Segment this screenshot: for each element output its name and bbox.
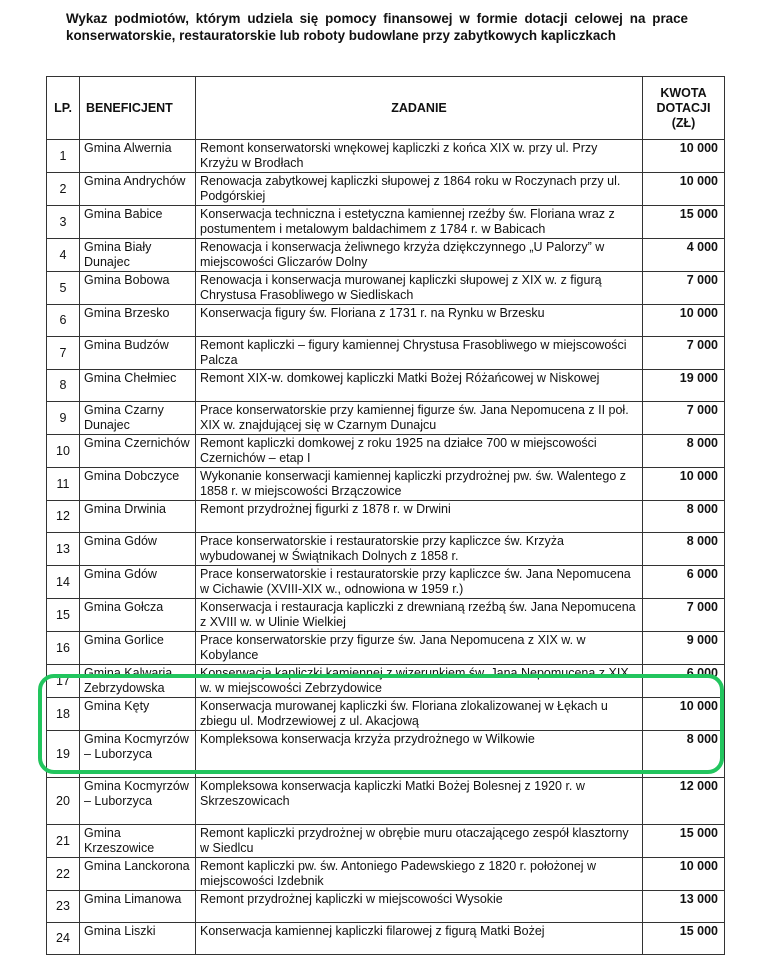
header-lp: LP. bbox=[47, 77, 80, 140]
row-beneficjent: Gmina Liszki bbox=[80, 923, 196, 955]
row-kwota: 10 000 bbox=[643, 173, 725, 206]
row-lp: 5 bbox=[47, 272, 80, 305]
row-lp: 23 bbox=[47, 891, 80, 923]
table-row bbox=[47, 140, 725, 173]
row-lp: 10 bbox=[47, 435, 80, 468]
row-beneficjent: Gmina Drwinia bbox=[80, 501, 196, 533]
row-lp: 19 bbox=[47, 731, 80, 778]
row-lp: 20 bbox=[47, 778, 80, 825]
table-row bbox=[47, 206, 725, 239]
subsidy-table bbox=[46, 76, 725, 955]
row-zadanie: Remont kapliczki przydrożnej w obrębie muru otaczającego zespół klasztorny w Siedlcu bbox=[196, 825, 643, 858]
table-row bbox=[47, 337, 725, 370]
row-kwota: 6 000 bbox=[643, 665, 725, 698]
row-zadanie: Remont kapliczki pw. św. Antoniego Padewskiego z 1820 r. położonej w miejscowości Izdebnik bbox=[196, 858, 643, 891]
row-beneficjent: Gmina Czernichów bbox=[80, 435, 196, 468]
row-zadanie: Remont XIX-w. domkowej kapliczki Matki Bożej Różańcowej w Niskowej bbox=[196, 370, 643, 402]
row-lp: 9 bbox=[47, 402, 80, 435]
row-beneficjent: Gmina Chełmiec bbox=[80, 370, 196, 402]
document-title: Wykaz podmiotów, którym udziela się pomocy finansowej w formie dotacji celowej na prace konserwatorskie, restauratorskie lub roboty budowlane przy zabytkowych kapliczkach bbox=[66, 11, 688, 43]
row-zadanie: Prace konserwatorskie i restauratorskie przy kapliczce św. Jana Nepomucena w Cichawie (XVIII-XIX w., odnowiona w 1959 r.) bbox=[196, 566, 643, 599]
row-beneficjent: Gmina Krzeszowice bbox=[80, 825, 196, 858]
row-beneficjent: Gmina Budzów bbox=[80, 337, 196, 370]
row-kwota: 10 000 bbox=[643, 468, 725, 501]
row-kwota: 15 000 bbox=[643, 923, 725, 955]
row-kwota: 4 000 bbox=[643, 239, 725, 272]
row-beneficjent: Gmina Limanowa bbox=[80, 891, 196, 923]
table-row bbox=[47, 272, 725, 305]
row-kwota: 12 000 bbox=[643, 778, 725, 825]
row-zadanie: Konserwacja kapliczki kamiennej z wizerunkiem św. Jana Nepomucena z XIX w. w miejscowości Zebrzydowice bbox=[196, 665, 643, 698]
row-beneficjent: Gmina Bobowa bbox=[80, 272, 196, 305]
row-zadanie: Remont kapliczki domkowej z roku 1925 na działce 700 w miejscowości Czernichów – etap I bbox=[196, 435, 643, 468]
row-zadanie: Konserwacja figury św. Floriana z 1731 r. na Rynku w Brzesku bbox=[196, 305, 643, 337]
row-kwota: 10 000 bbox=[643, 305, 725, 337]
row-kwota: 10 000 bbox=[643, 698, 725, 731]
row-kwota: 15 000 bbox=[643, 825, 725, 858]
row-kwota: 19 000 bbox=[643, 370, 725, 402]
row-kwota: 8 000 bbox=[643, 731, 725, 778]
row-kwota: 8 000 bbox=[643, 533, 725, 566]
row-beneficjent: Gmina Gołcza bbox=[80, 599, 196, 632]
row-kwota: 9 000 bbox=[643, 632, 725, 665]
row-zadanie: Prace konserwatorskie przy kamiennej figurze św. Jana Nepomucena z II poł. XIX w. znajdującej się w Czarnym Dunajcu bbox=[196, 402, 643, 435]
row-zadanie: Renowacja i konserwacja żeliwnego krzyża dziękczynnego „U Palorzy” w miejscowości Gliczarów Dolny bbox=[196, 239, 643, 272]
row-zadanie: Prace konserwatorskie przy figurze św. Jana Nepomucena z XIX w. w Kobylance bbox=[196, 632, 643, 665]
row-kwota: 6 000 bbox=[643, 566, 725, 599]
row-kwota: 13 000 bbox=[643, 891, 725, 923]
row-zadanie: Prace konserwatorskie i restauratorskie przy kapliczce św. Krzyża wybudowanej w Świątnikach Dolnych z 1858 r. bbox=[196, 533, 643, 566]
row-kwota: 7 000 bbox=[643, 402, 725, 435]
row-lp: 17 bbox=[47, 665, 80, 698]
header-zadanie: ZADANIE bbox=[196, 77, 643, 140]
row-zadanie: Remont przydrożnej kapliczki w miejscowości Wysokie bbox=[196, 891, 643, 923]
table-row bbox=[47, 239, 725, 272]
table-row bbox=[47, 533, 725, 566]
row-kwota: 7 000 bbox=[643, 599, 725, 632]
row-lp: 11 bbox=[47, 468, 80, 501]
row-lp: 21 bbox=[47, 825, 80, 858]
table-row bbox=[47, 468, 725, 501]
table-row bbox=[47, 370, 725, 402]
row-beneficjent: Gmina Kocmyrzów – Luborzyca bbox=[80, 778, 196, 825]
row-lp: 7 bbox=[47, 337, 80, 370]
row-lp: 15 bbox=[47, 599, 80, 632]
row-lp: 8 bbox=[47, 370, 80, 402]
row-beneficjent: Gmina Czarny Dunajec bbox=[80, 402, 196, 435]
table-row bbox=[47, 825, 725, 858]
row-kwota: 15 000 bbox=[643, 206, 725, 239]
row-beneficjent: Gmina Biały Dunajec bbox=[80, 239, 196, 272]
row-kwota: 8 000 bbox=[643, 435, 725, 468]
header-beneficjent: BENEFICJENT bbox=[80, 77, 196, 140]
row-beneficjent: Gmina Brzesko bbox=[80, 305, 196, 337]
row-lp: 18 bbox=[47, 698, 80, 731]
table-header-row bbox=[47, 77, 725, 140]
row-kwota: 8 000 bbox=[643, 501, 725, 533]
table-row bbox=[47, 778, 725, 825]
row-zadanie: Remont kapliczki – figury kamiennej Chrystusa Frasobliwego w miejscowości Palcza bbox=[196, 337, 643, 370]
row-zadanie: Renowacja i konserwacja murowanej kapliczki słupowej z XIX w. z figurą Chrystusa Frasobliwego w Siedliskach bbox=[196, 272, 643, 305]
table-row bbox=[47, 891, 725, 923]
row-lp: 1 bbox=[47, 140, 80, 173]
table-row bbox=[47, 173, 725, 206]
row-beneficjent: Gmina Lanckorona bbox=[80, 858, 196, 891]
row-lp: 16 bbox=[47, 632, 80, 665]
row-zadanie: Renowacja zabytkowej kapliczki słupowej z 1864 roku w Roczynach przy ul. Podgórskiej bbox=[196, 173, 643, 206]
row-lp: 12 bbox=[47, 501, 80, 533]
row-zadanie: Konserwacja i restauracja kapliczki z drewnianą rzeźbą św. Jana Nepomucena z XVIII w. w Ulinie Wielkiej bbox=[196, 599, 643, 632]
row-lp: 2 bbox=[47, 173, 80, 206]
row-beneficjent: Gmina Gorlice bbox=[80, 632, 196, 665]
row-lp: 6 bbox=[47, 305, 80, 337]
row-zadanie: Wykonanie konserwacji kamiennej kapliczki przydrożnej pw. św. Walentego z 1858 r. w miejscowości Brzączowice bbox=[196, 468, 643, 501]
row-zadanie: Kompleksowa konserwacja kapliczki Matki Bożej Bolesnej z 1920 r. w Skrzeszowicach bbox=[196, 778, 643, 825]
table-row bbox=[47, 501, 725, 533]
row-lp: 4 bbox=[47, 239, 80, 272]
row-beneficjent: Gmina Gdów bbox=[80, 533, 196, 566]
row-kwota: 7 000 bbox=[643, 337, 725, 370]
row-beneficjent: Gmina Dobczyce bbox=[80, 468, 196, 501]
row-lp: 13 bbox=[47, 533, 80, 566]
table-row bbox=[47, 435, 725, 468]
row-lp: 3 bbox=[47, 206, 80, 239]
table-row bbox=[47, 402, 725, 435]
table-row bbox=[47, 923, 725, 955]
row-beneficjent: Gmina Alwernia bbox=[80, 140, 196, 173]
table-row bbox=[47, 599, 725, 632]
row-zadanie: Konserwacja murowanej kapliczki św. Floriana zlokalizowanej w Łękach u zbiegu ul. Modrzewiowej z ul. Akacjową bbox=[196, 698, 643, 731]
row-beneficjent: Gmina Gdów bbox=[80, 566, 196, 599]
row-zadanie: Kompleksowa konserwacja krzyża przydrożnego w Wilkowie bbox=[196, 731, 643, 778]
row-beneficjent: Gmina Kalwaria Zebrzydowska bbox=[80, 665, 196, 698]
row-lp: 24 bbox=[47, 923, 80, 955]
row-kwota: 7 000 bbox=[643, 272, 725, 305]
row-kwota: 10 000 bbox=[643, 858, 725, 891]
row-zadanie: Remont przydrożnej figurki z 1878 r. w Drwini bbox=[196, 501, 643, 533]
table-row bbox=[47, 632, 725, 665]
row-zadanie: Konserwacja techniczna i estetyczna kamiennej rzeźby św. Floriana wraz z postumentem i metalowym baldachimem z 1784 r. w Babicach bbox=[196, 206, 643, 239]
row-beneficjent: Gmina Andrychów bbox=[80, 173, 196, 206]
row-zadanie: Remont konserwatorski wnękowej kapliczki z końca XIX w. przy ul. Przy Krzyżu w Brodłach bbox=[196, 140, 643, 173]
table-row bbox=[47, 731, 725, 778]
row-lp: 14 bbox=[47, 566, 80, 599]
table-row bbox=[47, 665, 725, 698]
row-beneficjent: Gmina Babice bbox=[80, 206, 196, 239]
table-row bbox=[47, 566, 725, 599]
header-kwota: KWOTA DOTACJI (ZŁ) bbox=[643, 77, 725, 140]
row-zadanie: Konserwacja kamiennej kapliczki filarowej z figurą Matki Bożej bbox=[196, 923, 643, 955]
table-row bbox=[47, 305, 725, 337]
table-row bbox=[47, 698, 725, 731]
row-kwota: 10 000 bbox=[643, 140, 725, 173]
table-row bbox=[47, 858, 725, 891]
row-beneficjent: Gmina Kocmyrzów – Luborzyca bbox=[80, 731, 196, 778]
row-lp: 22 bbox=[47, 858, 80, 891]
row-beneficjent: Gmina Kęty bbox=[80, 698, 196, 731]
table-body bbox=[47, 140, 725, 955]
